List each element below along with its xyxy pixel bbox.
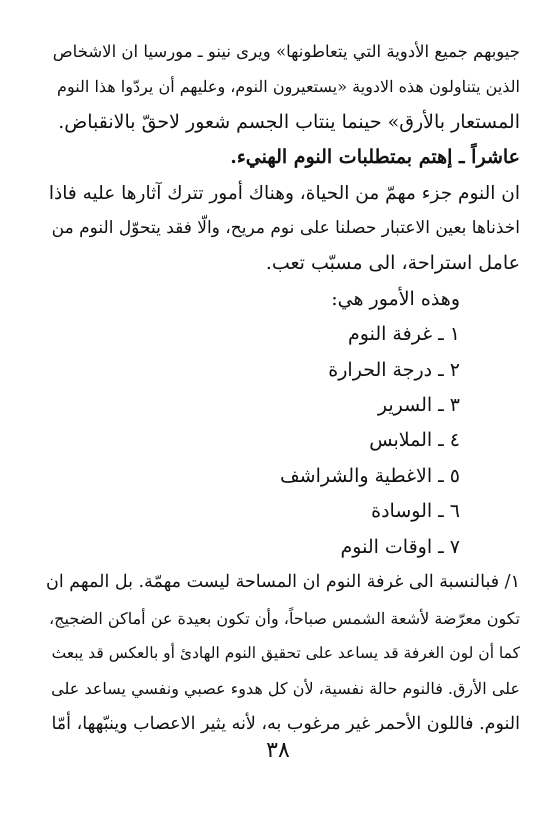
text-line: الذين يتناولون هذه الادوية «يستعيرون النوم، وعليهم أن يردّوا هذا النوم [57,77,520,97]
list-intro: وهذه الأمور هي: [331,287,460,310]
page-number: ٣٨ [266,738,290,763]
text-line: كما أن لون الغرفة قد يساعد على تحقيق النوم الهادئ أو بالعكس قد يبعث [51,643,520,662]
text-line: تكون معرّضة لأشعة الشمس صباحاً، وأن تكون بعيدة عن أماكن الضجيج، [49,608,520,628]
text-line: على الأرق. فالنوم حالة نفسية، لأن كل هدوء عصبي ونفسي يساعد على [51,679,520,699]
list-item: ٤ ـ الملابس [369,429,460,452]
text-line: جيوبهم جميع الأدوية التي يتعاطونها» ويرى نينو ـ مورسيا ان الاشخاص [52,42,520,61]
text-line: عامل استراحة، الى مسبّب تعب. [265,252,520,275]
page-text [46,34,520,742]
list-item: ٦ ـ الوسادة [371,500,460,523]
text-line: ١/ فبالنسبة الى غرفة النوم ان المساحة ليست مهمّة. بل المهم ان [46,572,520,593]
list-item: ١ ـ غرفة النوم [348,323,460,346]
section-heading: عاشراً ـ إهتم بمتطلبات النوم الهنيء. [230,146,520,169]
list-item: ٧ ـ اوقات النوم [340,535,460,558]
text-line: المستعار بالأرق» حينما ينتاب الجسم شعور لاحقّ بالانقباض. [58,110,520,133]
list-item: ٢ ـ درجة الحرارة [328,358,460,381]
text-line: النوم. فاللون الأحمر غير مرغوب به، لأنه يثير الاعصاب وينبّهها، أمّا [51,713,520,734]
text-line: ان النوم جزء مهمّ من الحياة، وهناك أمور تترك آثارها عليه فاذا [48,182,520,204]
list-item: ٥ ـ الاغطية والشراشف [279,464,460,487]
text-line: اخذناها بعين الاعتبار حصلنا على نوم مريح، والّا فقد يتحوّل النوم من [51,218,520,239]
list-item: ٣ ـ السرير [377,394,460,417]
